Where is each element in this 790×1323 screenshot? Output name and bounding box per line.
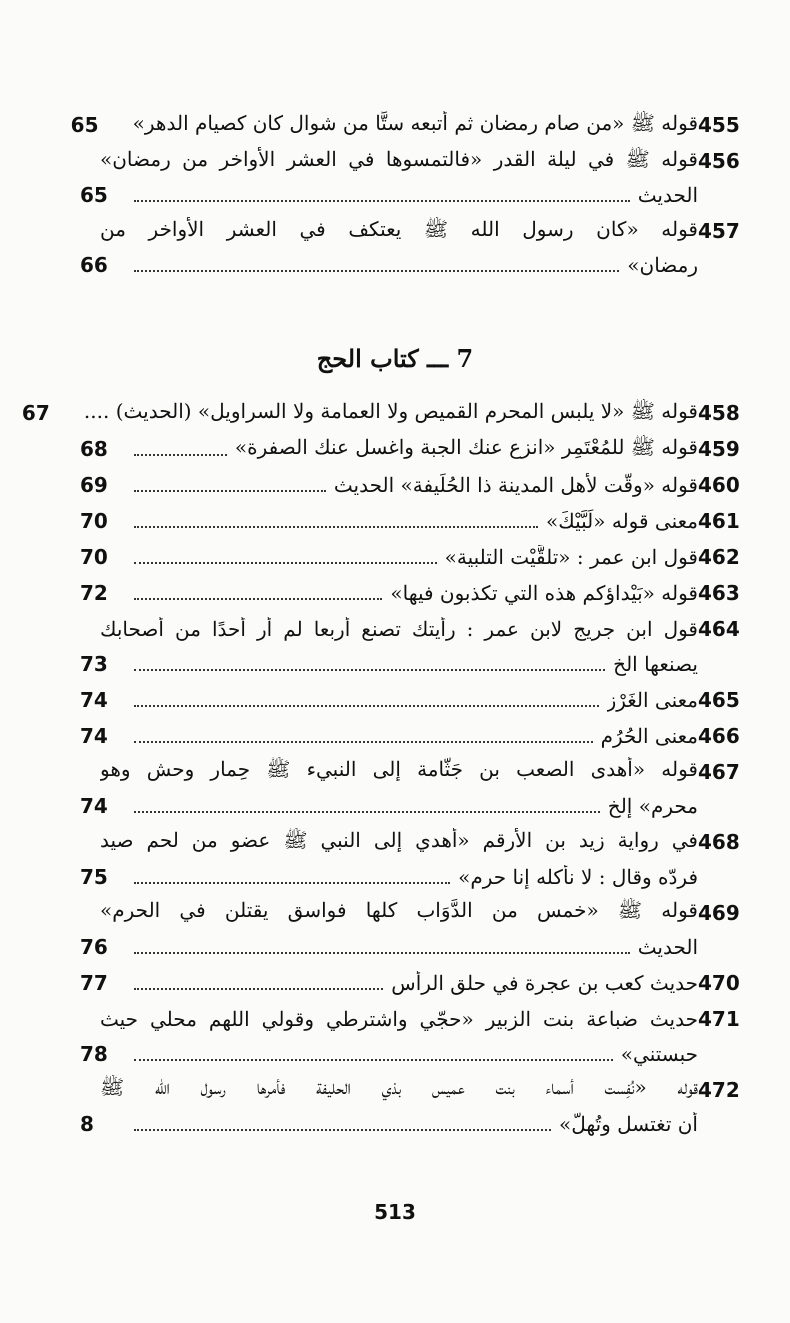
entry-title: محرم» إلخ (607, 794, 698, 818)
toc-entry (80, 966, 760, 1000)
toc-entry (80, 612, 760, 646)
toc-entry (80, 144, 760, 178)
entry-page-ref: 75 (80, 864, 108, 889)
dot-leader (134, 1129, 551, 1131)
entry-page-ref: 78 (80, 1041, 108, 1066)
toc-entry-continuation (80, 178, 760, 212)
chapter-title: 7 ـــ كتاب الحج (316, 344, 474, 373)
entry-number: 467 (698, 759, 740, 784)
entry-title: الحديث (637, 935, 698, 959)
entry-page-ref: 72 (80, 581, 108, 605)
entry-page-ref: 68 (80, 437, 108, 461)
entry-number: 461 (698, 509, 740, 533)
entry-page-ref: 74 (80, 687, 108, 712)
page-number: 513 (374, 1200, 416, 1224)
toc-entry (80, 432, 760, 466)
entry-number: 463 (698, 581, 740, 605)
toc-entry-continuation (80, 1037, 760, 1071)
entry-number: 468 (698, 830, 740, 854)
dot-leader (134, 669, 605, 671)
entry-title: قوله «بَيْداؤكم هذه التي تكذبون فيها» (390, 581, 698, 605)
entry-title: رمضان» (627, 253, 698, 277)
entry-number: 472 (698, 1077, 740, 1102)
entry-number: 464 (698, 617, 740, 641)
entry-page-ref: 65 (80, 183, 108, 207)
entry-number: 458 (698, 401, 740, 425)
toc-entry-continuation (80, 647, 760, 681)
entry-number: 470 (698, 971, 740, 995)
entry-title: حديث ضباعة بنت الزبير «حجّي واشترطي وقولي اللهم محلي حيث (100, 1007, 698, 1031)
entry-title: حديث كعب بن عجرة في حلق الرأس (391, 971, 698, 995)
toc-entry-continuation (80, 789, 760, 823)
entry-title: معنى الغَرْز (606, 687, 698, 712)
toc-entry (80, 1002, 760, 1036)
entry-number: 456 (698, 149, 740, 173)
entry-title: قوله «نُفِست أسماء بنت عميس بذي الحليفة فأمرها رسول الله ﷺ (100, 1075, 698, 1099)
toc-entry (80, 576, 760, 610)
toc-entry (80, 1073, 760, 1107)
toc-entry (80, 825, 760, 859)
entry-title: قوله ﷺ «لا يلبس المحرم القميص ولا العمامة ولا السراويل» (الحديث) .... (83, 398, 698, 423)
entry-title: معنى الحُرُم (600, 723, 698, 748)
dot-leader (134, 988, 383, 990)
entry-page-ref: 77 (80, 971, 108, 995)
dot-leader (134, 952, 630, 954)
toc-entry-continuation (80, 1107, 760, 1141)
entry-number: 457 (698, 219, 740, 243)
entry-title: قول ابن عمر : «تلقَّيْت التلبية» (444, 545, 698, 569)
entry-title: قوله ﷺ للمُعْتَمِر «انزع عنك الجبة واغسل عنك الصفرة» (234, 434, 698, 459)
entry-title: في رواية زيد بن الأرقم «أهدي إلى النبي ﷺ عضو من لحم صيد (100, 827, 698, 852)
entry-page-ref: 73 (80, 651, 108, 676)
entry-title: معنى قوله «لَبَّيْكَ» (546, 509, 698, 533)
dot-leader (134, 270, 619, 272)
entry-page-ref: 65 (70, 113, 99, 137)
dot-leader (134, 811, 600, 813)
toc-entry-continuation (80, 930, 760, 964)
dot-leader (134, 200, 630, 202)
entry-title: قوله ﷺ «من صام رمضان ثم أتبعه ستًّا من شوال كان كصيام الدهر» (132, 110, 698, 135)
dot-leader (134, 526, 538, 528)
entry-number: 469 (698, 900, 740, 925)
entry-title: قوله «وقّت لأهل المدينة ذا الحُلَيفة» الحديث (333, 473, 698, 497)
entry-page-ref: 8 (80, 1112, 94, 1136)
entry-page-ref: 74 (80, 723, 108, 748)
entry-page-ref: 70 (80, 545, 108, 569)
toc-entry (80, 896, 760, 930)
entry-number: 460 (698, 473, 740, 497)
entry-title: قوله «كان رسول الله ﷺ يعتكف في العشر الأواخر من (100, 216, 698, 241)
entry-title: أن تغتسل وتُهِلّ» (558, 1112, 698, 1136)
entry-title: يصنعها الخ (613, 651, 698, 676)
toc-entry (80, 755, 760, 789)
toc-entry (80, 504, 760, 538)
entry-title: حبستني» (620, 1041, 698, 1066)
entry-title: قوله ﷺ في ليلة القدر «فالتمسوها في العشر الأواخر من رمضان» (100, 146, 698, 171)
entry-page-ref: 76 (80, 935, 108, 959)
entry-number: 465 (698, 687, 740, 712)
dot-leader (134, 1059, 613, 1061)
entry-title: الحديث (637, 183, 698, 207)
toc-entry (80, 468, 760, 502)
entry-number: 471 (698, 1007, 740, 1031)
toc-entry-continuation (80, 860, 760, 894)
dot-leader (134, 882, 450, 884)
toc-entry (21, 396, 760, 430)
toc-entry (80, 540, 760, 574)
dot-leader (134, 705, 599, 707)
entry-number: 466 (698, 723, 740, 748)
entry-title: قول ابن جريج لابن عمر : رأيتك تصنع أربعا لم أر أحدًا من أصحابك (100, 617, 698, 641)
toc-entry (80, 683, 760, 717)
toc-entry (70, 108, 760, 142)
entry-number: 459 (698, 437, 740, 461)
dot-leader (134, 598, 382, 600)
dot-leader (134, 490, 326, 492)
dot-leader (134, 562, 437, 564)
entry-page-ref: 67 (21, 401, 50, 425)
entry-page-ref: 69 (80, 473, 108, 497)
dot-leader (134, 454, 227, 456)
dot-leader (134, 741, 593, 743)
toc-entry (80, 719, 760, 753)
entry-title: فردّه وقال : لا نأكله إنا حرم» (458, 864, 698, 889)
toc-entry-continuation (80, 248, 760, 282)
entry-page-ref: 66 (80, 253, 108, 277)
entry-page-ref: 74 (80, 794, 108, 818)
entry-number: 455 (698, 113, 740, 137)
entry-page-ref: 70 (80, 509, 108, 533)
toc-entry (80, 214, 760, 248)
entry-title: قوله «أهدى الصعب بن جَثّامة إلى النبيء ﷺ حِمار وحش وهو (100, 757, 698, 781)
entry-title: قوله ﷺ «خمس من الدَّوَاب كلها فواسق يقتلن في الحرم» (100, 898, 698, 922)
entry-number: 462 (698, 545, 740, 569)
